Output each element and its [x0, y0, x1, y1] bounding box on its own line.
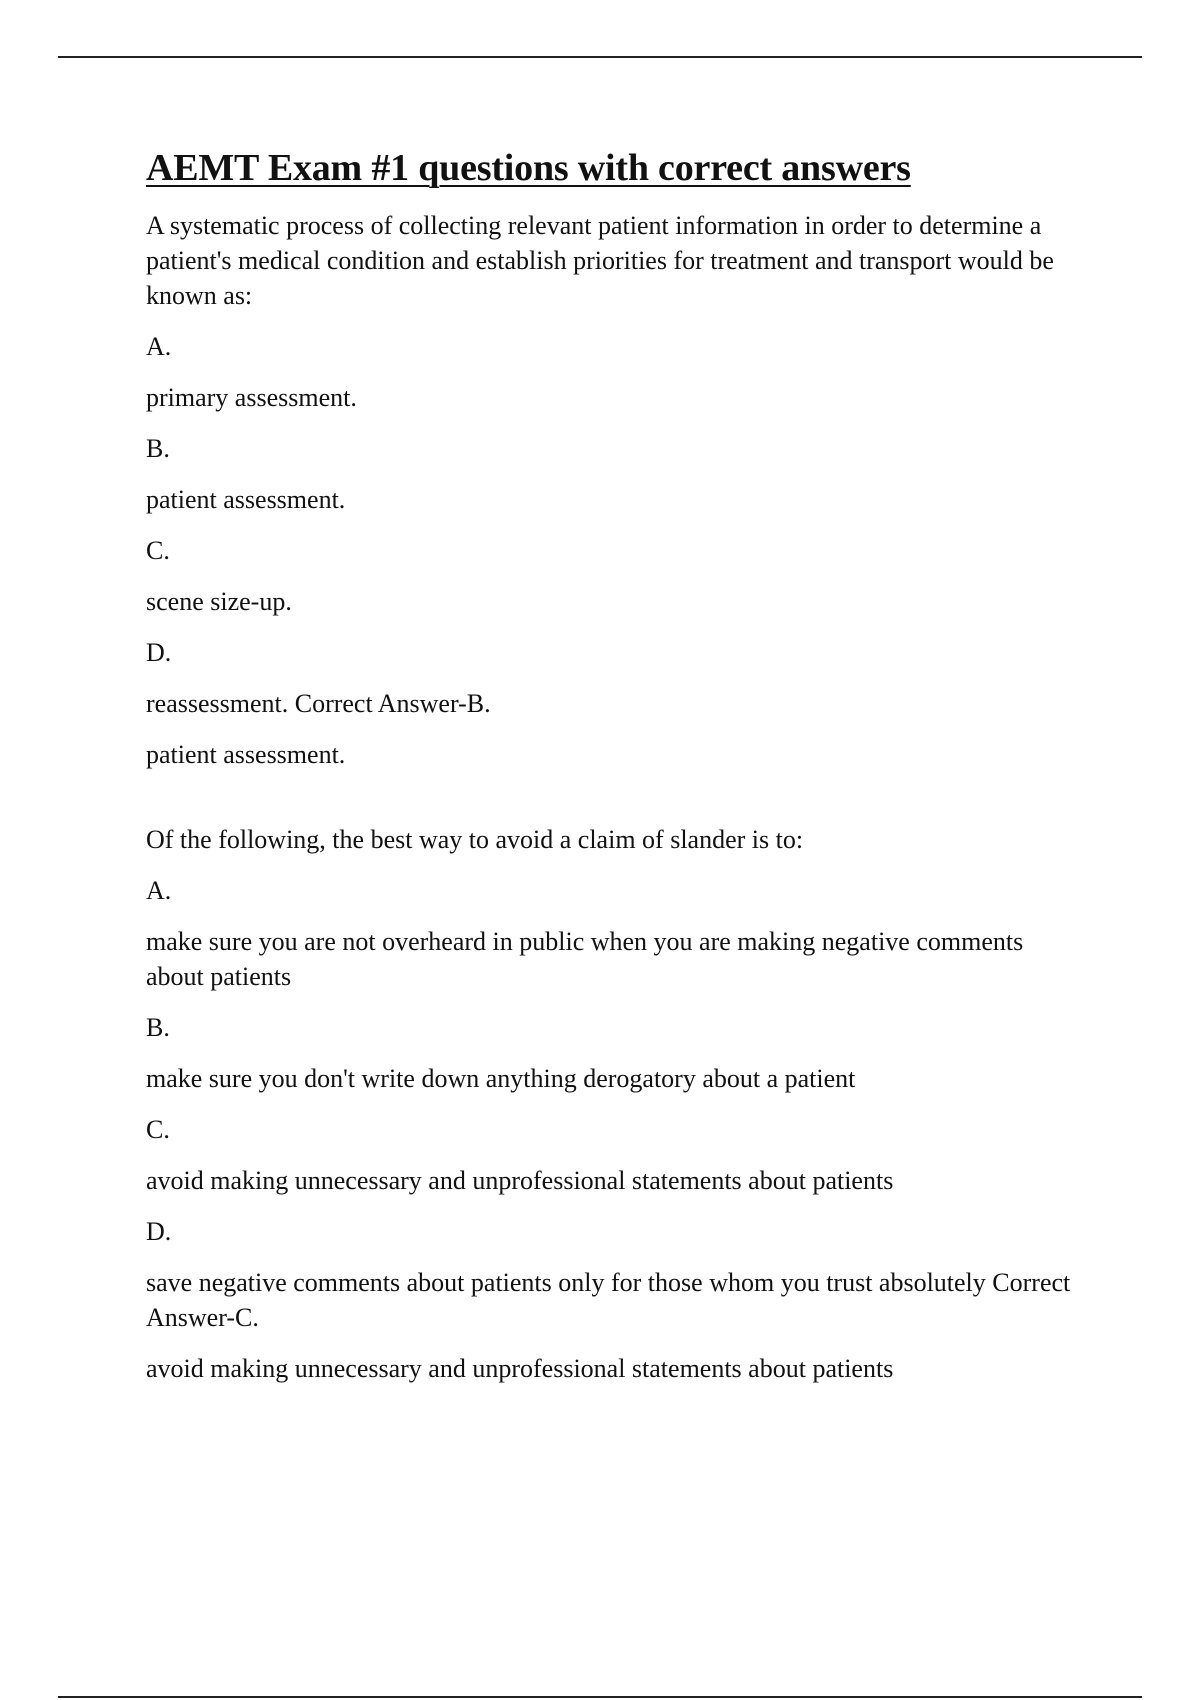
answer-text: avoid making unnecessary and unprofessional statements about patients	[146, 1354, 894, 1383]
question-spacer	[146, 788, 1076, 822]
option-letter: A.	[146, 876, 172, 905]
option-letter: D.	[146, 638, 172, 667]
option-letter: B.	[146, 1013, 170, 1042]
option-text: primary assessment.	[146, 383, 357, 412]
answer-text: patient assessment.	[146, 740, 346, 769]
option-letter: D.	[146, 1217, 172, 1246]
option-text: scene size-up.	[146, 587, 292, 616]
option-letter: B.	[146, 434, 170, 463]
document-page	[146, 146, 1076, 1402]
option-letter: C.	[146, 536, 170, 565]
option-text: save negative comments about patients only for those whom you trust absolutely Correct Answer-C.	[146, 1268, 1071, 1332]
bottom-divider	[58, 1696, 1142, 1698]
option-text: patient assessment.	[146, 485, 346, 514]
question-stem: A systematic process of collecting relevant patient information in order to determine a patient's medical condition and establish priorities for treatment and transport would be known as:	[146, 211, 1054, 310]
option-text: make sure you are not overheard in public when you are making negative comments about patients	[146, 927, 1024, 991]
top-divider	[58, 56, 1142, 58]
document-title: AEMT Exam #1 questions with correct answers	[146, 147, 911, 189]
option-letter: C.	[146, 1115, 170, 1144]
question-block	[146, 822, 1076, 1386]
option-letter: A.	[146, 332, 172, 361]
option-text: reassessment. Correct Answer-B.	[146, 689, 491, 718]
question-stem: Of the following, the best way to avoid a claim of slander is to:	[146, 825, 804, 854]
option-text: make sure you don't write down anything derogatory about a patient	[146, 1064, 856, 1093]
question-block	[146, 208, 1076, 772]
option-text: avoid making unnecessary and unprofessional statements about patients	[146, 1166, 894, 1195]
